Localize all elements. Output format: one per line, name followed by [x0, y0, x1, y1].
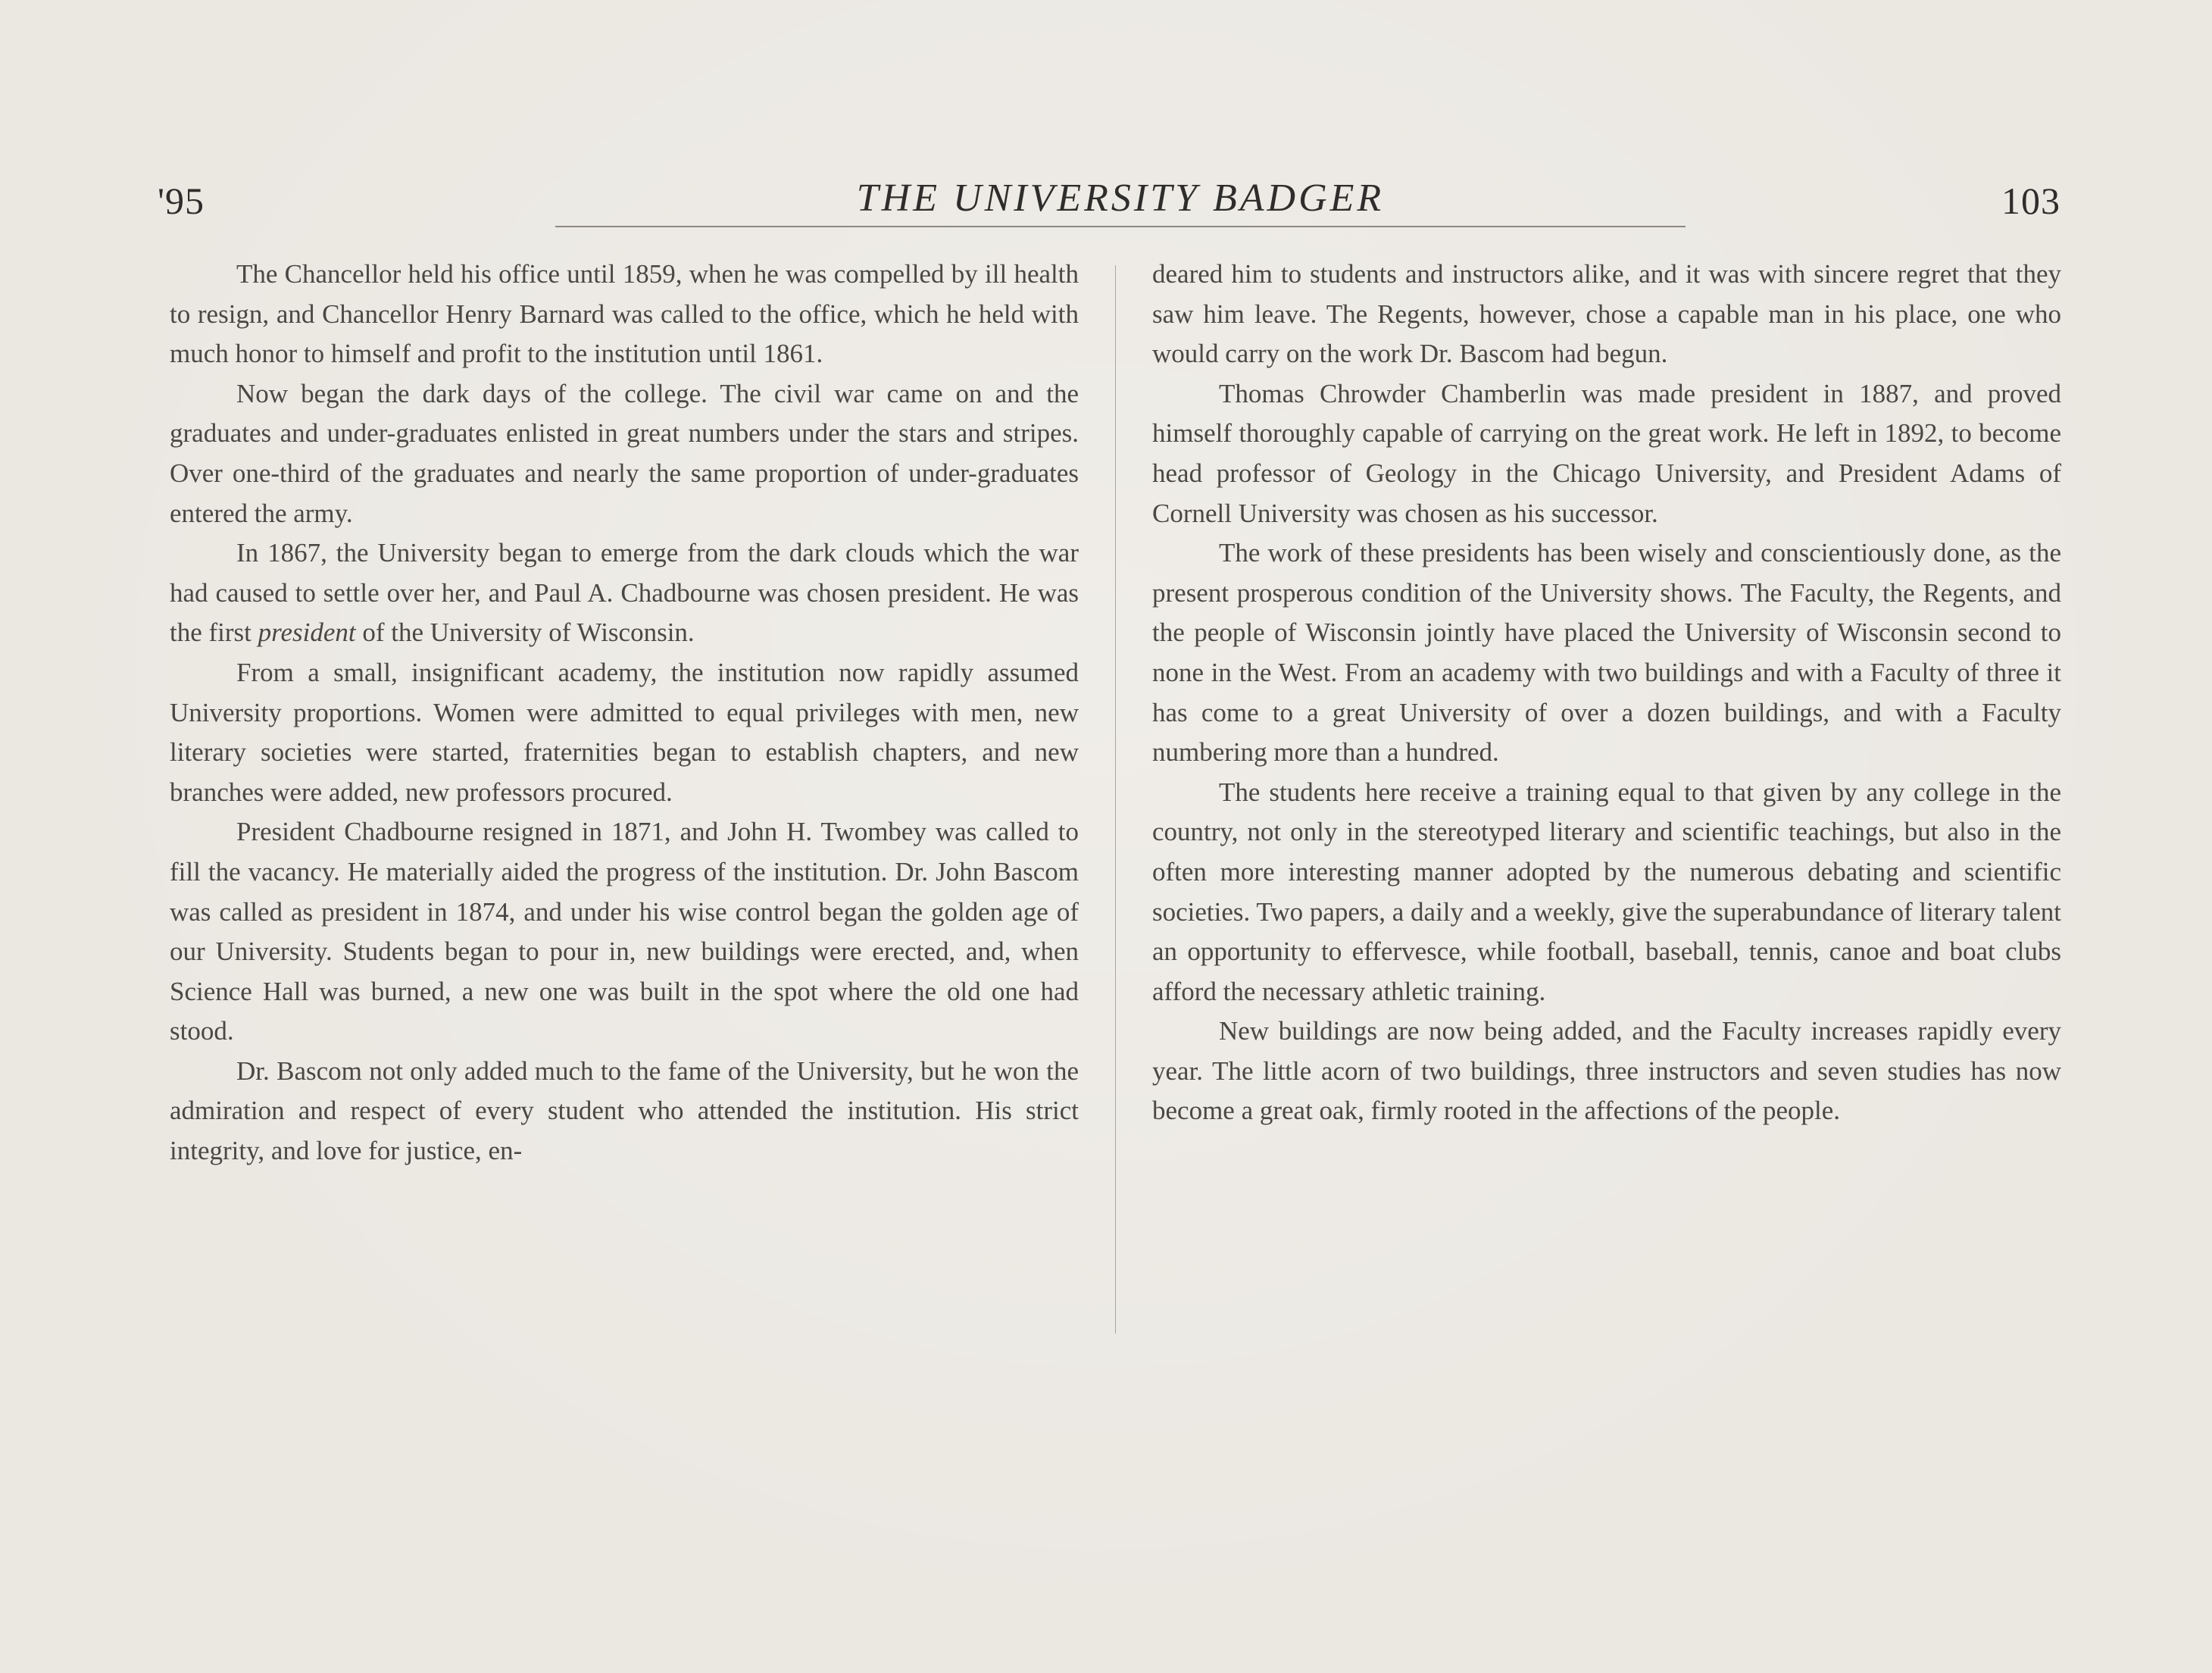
paragraph-students-training: The students here receive a training equal to that given by any college in the country, not only in the stereotyped literary and scientific teachings, but also in the often more interesting manner adopted by the numerous debating and scientific societies. Two papers, a daily and a weekly, give the superabundance of literary talent an opportunity to effervesce, while football, baseball, tennis, canoe and boat clubs afford the necessary athletic training.	[1152, 777, 2061, 1006]
paragraph-chancellor: The Chancellor held his office until 1859, when he was compelled by ill health to resign, and Chancellor Henry Barnard was called to the office, which he held with much honor to himself and profit to the institution until 1861.	[170, 259, 1079, 369]
paragraph-chadbourne	[170, 533, 1079, 653]
left-column	[170, 255, 1079, 1171]
column-divider	[1115, 265, 1116, 1334]
running-header	[0, 168, 2212, 229]
paragraph-new-buildings: New buildings are now being added, and the Faculty increases rapidly every year. The little acorn of two buildings, three instructors and seven studies has now become a great oak, firmly rooted in the affections of the people.	[1152, 1016, 2061, 1126]
paragraph-text: of the University of Wisconsin.	[355, 618, 695, 648]
running-title: THE UNIVERSITY BADGER	[856, 177, 1385, 220]
paragraph-text: In 1867, the University began to emerge from the dark clouds which the war had caused to settle over her, and Paul A. Chadbourne was chosen president. He was the first	[170, 538, 1079, 648]
paragraph-twombey-bascom: President Chadbourne resigned in 1871, and John H. Twombey was called to fill the vacancy. He materially aided the progress of the institution. Dr. John Bascom was called as president in 1874, and under his wise control began the golden age of our University. Students began to pour in, new buildings were erected, and, when Science Hall was burned, a new one was built in the spot where the old one had stood.	[170, 817, 1079, 1046]
paragraph-continuation: deared him to students and instructors alike, and it was with sincere regret that they saw him leave. The Regents, however, chose a capable man in his place, one who would carry on the work Dr. Bascom had begun.	[1152, 259, 2061, 369]
paragraph-civil-war: Now began the dark days of the college. The civil war came on and the graduates and under-graduates enlisted in great numbers under the stars and stripes. Over one-third of the graduates and nearly the same proportion of under-graduates entered the army.	[170, 378, 1079, 528]
page-number: 103	[2001, 180, 2060, 222]
paragraph-bascom-fame: Dr. Bascom not only added much to the fame of the University, but he won the admiration and respect of every student who attended the institution. His strict integrity, and love for justice, en-	[170, 1055, 1079, 1166]
paragraph-growth: From a small, insignificant academy, the institution now rapidly assumed University proportions. Women were admitted to equal privileges with men, new literary societies were started, fraternities began to establish chapters, and new branches were added, new professors procured.	[170, 657, 1079, 807]
right-column	[1152, 255, 2061, 1131]
class-year: '95	[158, 180, 205, 222]
paragraph-presidents-work: The work of these presidents has been wisely and conscientiously done, as the present prosperous condition of the University shows. The Faculty, the Regents, and the people of Wisconsin jointly have placed the University of Wisconsin second to none in the West. From an academy with two buildings and with a Faculty of three it has come to a great University of over a dozen buildings, and with a Faculty numbering more than a hundred.	[1152, 538, 2061, 768]
header-rule	[555, 226, 1686, 227]
italic-word: president	[258, 618, 356, 648]
paragraph-chamberlin: Thomas Chrowder Chamberlin was made president in 1887, and proved himself thoroughly capable of carrying on the great work. He left in 1892, to become head professor of Geology in the Chicago University, and President Adams of Cornell University was chosen as his successor.	[1152, 378, 2061, 528]
